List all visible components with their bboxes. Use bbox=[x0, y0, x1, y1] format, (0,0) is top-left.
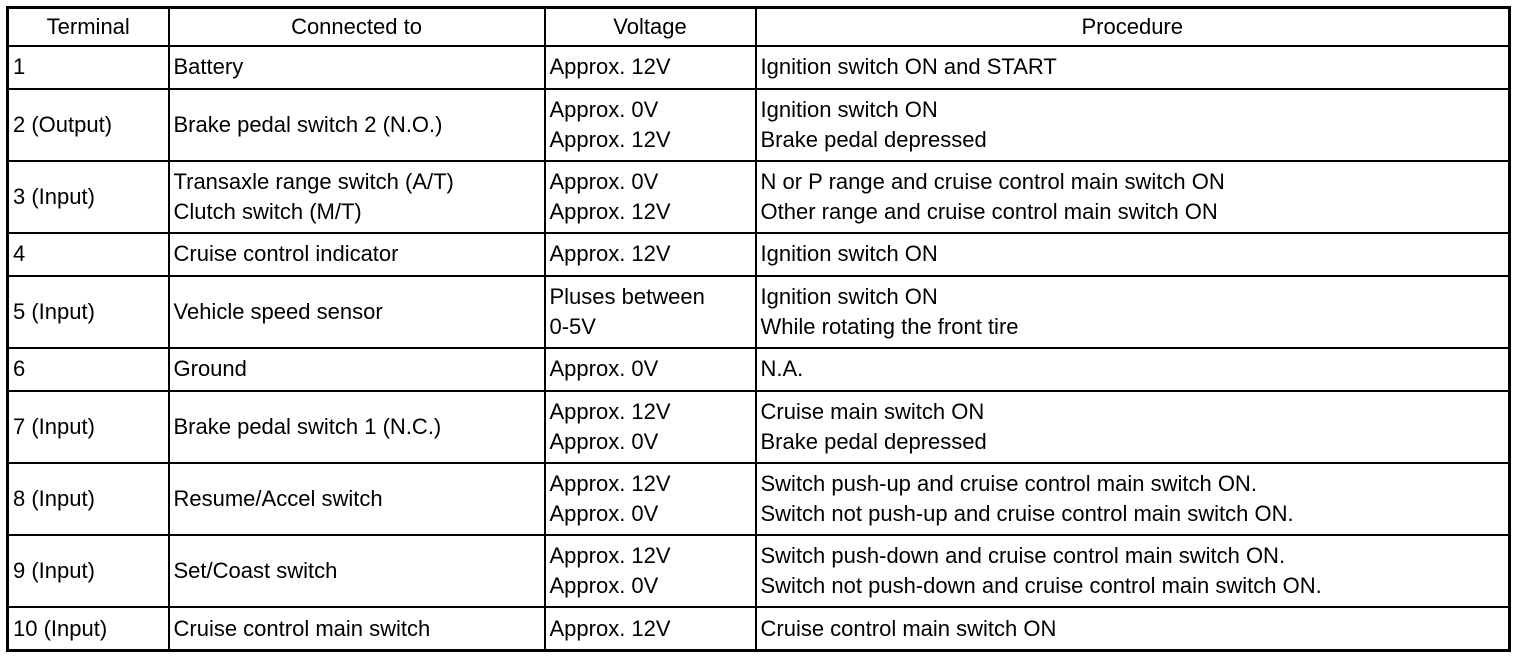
procedure-cell-line: Brake pedal depressed bbox=[760, 126, 987, 152]
terminal-cell: 10 (Input) bbox=[8, 607, 169, 650]
procedure-cell-line: N.A. bbox=[760, 356, 804, 382]
procedure-cell-line: While rotating the front tire bbox=[760, 313, 1019, 339]
terminal-cell: 5 (Input) bbox=[8, 276, 169, 348]
connected-to-cell bbox=[169, 89, 545, 161]
voltage-cell bbox=[545, 46, 756, 89]
procedure-cell bbox=[756, 463, 1510, 535]
connected-to-cell bbox=[169, 348, 545, 391]
procedure-cell bbox=[756, 348, 1510, 391]
terminal-voltage-table bbox=[6, 6, 1511, 652]
connected-to-cell-line: Transaxle range switch (A/T) bbox=[173, 168, 454, 194]
header-voltage: Voltage bbox=[545, 8, 756, 46]
procedure-cell-line: Switch not push-down and cruise control main switch ON. bbox=[760, 573, 1322, 599]
terminal-cell: 2 (Output) bbox=[8, 89, 169, 161]
voltage-cell-line: Approx. 12V bbox=[549, 471, 671, 497]
voltage-cell-line: 0-5V bbox=[549, 313, 596, 339]
table-row bbox=[8, 276, 1510, 348]
connected-to-cell bbox=[169, 391, 545, 463]
connected-to-cell-line: Brake pedal switch 1 (N.C.) bbox=[173, 414, 442, 440]
connected-to-cell-line: Clutch switch (M/T) bbox=[173, 198, 362, 224]
voltage-cell-line: Approx. 12V bbox=[549, 54, 671, 80]
voltage-cell-line: Approx. 0V bbox=[549, 96, 659, 122]
header-procedure: Procedure bbox=[756, 8, 1510, 46]
table-row bbox=[8, 607, 1510, 650]
procedure-cell bbox=[756, 391, 1510, 463]
connected-to-cell bbox=[169, 607, 545, 650]
voltage-cell bbox=[545, 391, 756, 463]
procedure-cell bbox=[756, 535, 1510, 607]
procedure-cell-line: Switch push-up and cruise control main switch ON. bbox=[760, 471, 1257, 497]
connected-to-cell-line: Set/Coast switch bbox=[173, 558, 338, 584]
voltage-cell-line: Approx. 0V bbox=[549, 501, 659, 527]
table-row bbox=[8, 89, 1510, 161]
voltage-cell-line: Approx. 0V bbox=[549, 168, 659, 194]
connected-to-cell bbox=[169, 161, 545, 233]
voltage-cell bbox=[545, 161, 756, 233]
procedure-cell-line: N or P range and cruise control main switch ON bbox=[760, 168, 1225, 194]
voltage-cell bbox=[545, 348, 756, 391]
connected-to-cell bbox=[169, 46, 545, 89]
voltage-cell-line: Approx. 12V bbox=[549, 198, 671, 224]
table-row bbox=[8, 463, 1510, 535]
connected-to-cell bbox=[169, 233, 545, 276]
table-row bbox=[8, 535, 1510, 607]
procedure-cell-line: Brake pedal depressed bbox=[760, 429, 987, 455]
procedure-cell-line: Switch push-down and cruise control main switch ON. bbox=[760, 543, 1286, 569]
table-row bbox=[8, 233, 1510, 276]
procedure-cell bbox=[756, 607, 1510, 650]
terminal-cell: 7 (Input) bbox=[8, 391, 169, 463]
voltage-cell-line: Approx. 12V bbox=[549, 241, 671, 267]
terminal-cell: 1 bbox=[8, 46, 169, 89]
voltage-cell-line: Approx. 12V bbox=[549, 615, 671, 641]
voltage-cell bbox=[545, 89, 756, 161]
voltage-cell-line: Approx. 0V bbox=[549, 573, 659, 599]
voltage-cell-line: Pluses between bbox=[549, 283, 705, 309]
terminal-cell: 6 bbox=[8, 348, 169, 391]
procedure-cell-line: Switch not push-up and cruise control main switch ON. bbox=[760, 501, 1294, 527]
voltage-cell bbox=[545, 233, 756, 276]
table-row bbox=[8, 46, 1510, 89]
procedure-cell-line: Ignition switch ON bbox=[760, 283, 938, 309]
voltage-cell-line: Approx. 0V bbox=[549, 356, 659, 382]
connected-to-cell-line: Brake pedal switch 2 (N.O.) bbox=[173, 111, 443, 137]
connected-to-cell-line: Cruise control indicator bbox=[173, 241, 399, 267]
procedure-cell bbox=[756, 89, 1510, 161]
procedure-cell-line: Ignition switch ON bbox=[760, 241, 938, 267]
procedure-cell bbox=[756, 46, 1510, 89]
connected-to-cell-line: Cruise control main switch bbox=[173, 615, 431, 641]
header-terminal: Terminal bbox=[8, 8, 169, 46]
connected-to-cell-line: Resume/Accel switch bbox=[173, 486, 383, 512]
procedure-cell bbox=[756, 233, 1510, 276]
voltage-cell-line: Approx. 0V bbox=[549, 429, 659, 455]
table-row bbox=[8, 391, 1510, 463]
procedure-cell-line: Ignition switch ON bbox=[760, 96, 938, 122]
connected-to-cell bbox=[169, 276, 545, 348]
voltage-cell bbox=[545, 607, 756, 650]
terminal-cell: 3 (Input) bbox=[8, 161, 169, 233]
procedure-cell-line: Cruise control main switch ON bbox=[760, 615, 1057, 641]
connected-to-cell-line: Ground bbox=[173, 356, 247, 382]
header-connected-to: Connected to bbox=[169, 8, 545, 46]
procedure-cell-line: Ignition switch ON and START bbox=[760, 54, 1057, 80]
table-row bbox=[8, 161, 1510, 233]
table-body bbox=[8, 46, 1510, 651]
connected-to-cell-line: Battery bbox=[173, 54, 244, 80]
voltage-cell bbox=[545, 463, 756, 535]
procedure-cell-line: Other range and cruise control main switch ON bbox=[760, 198, 1218, 224]
terminal-cell: 4 bbox=[8, 233, 169, 276]
voltage-cell-line: Approx. 12V bbox=[549, 399, 671, 425]
connected-to-cell bbox=[169, 535, 545, 607]
procedure-cell bbox=[756, 161, 1510, 233]
procedure-cell bbox=[756, 276, 1510, 348]
procedure-cell-line: Cruise main switch ON bbox=[760, 399, 985, 425]
connected-to-cell-line: Vehicle speed sensor bbox=[173, 298, 383, 324]
table-row bbox=[8, 348, 1510, 391]
table-header-row bbox=[8, 8, 1510, 46]
terminal-cell: 8 (Input) bbox=[8, 463, 169, 535]
voltage-cell-line: Approx. 12V bbox=[549, 543, 671, 569]
voltage-cell bbox=[545, 535, 756, 607]
voltage-cell-line: Approx. 12V bbox=[549, 126, 671, 152]
voltage-cell bbox=[545, 276, 756, 348]
terminal-cell: 9 (Input) bbox=[8, 535, 169, 607]
connected-to-cell bbox=[169, 463, 545, 535]
